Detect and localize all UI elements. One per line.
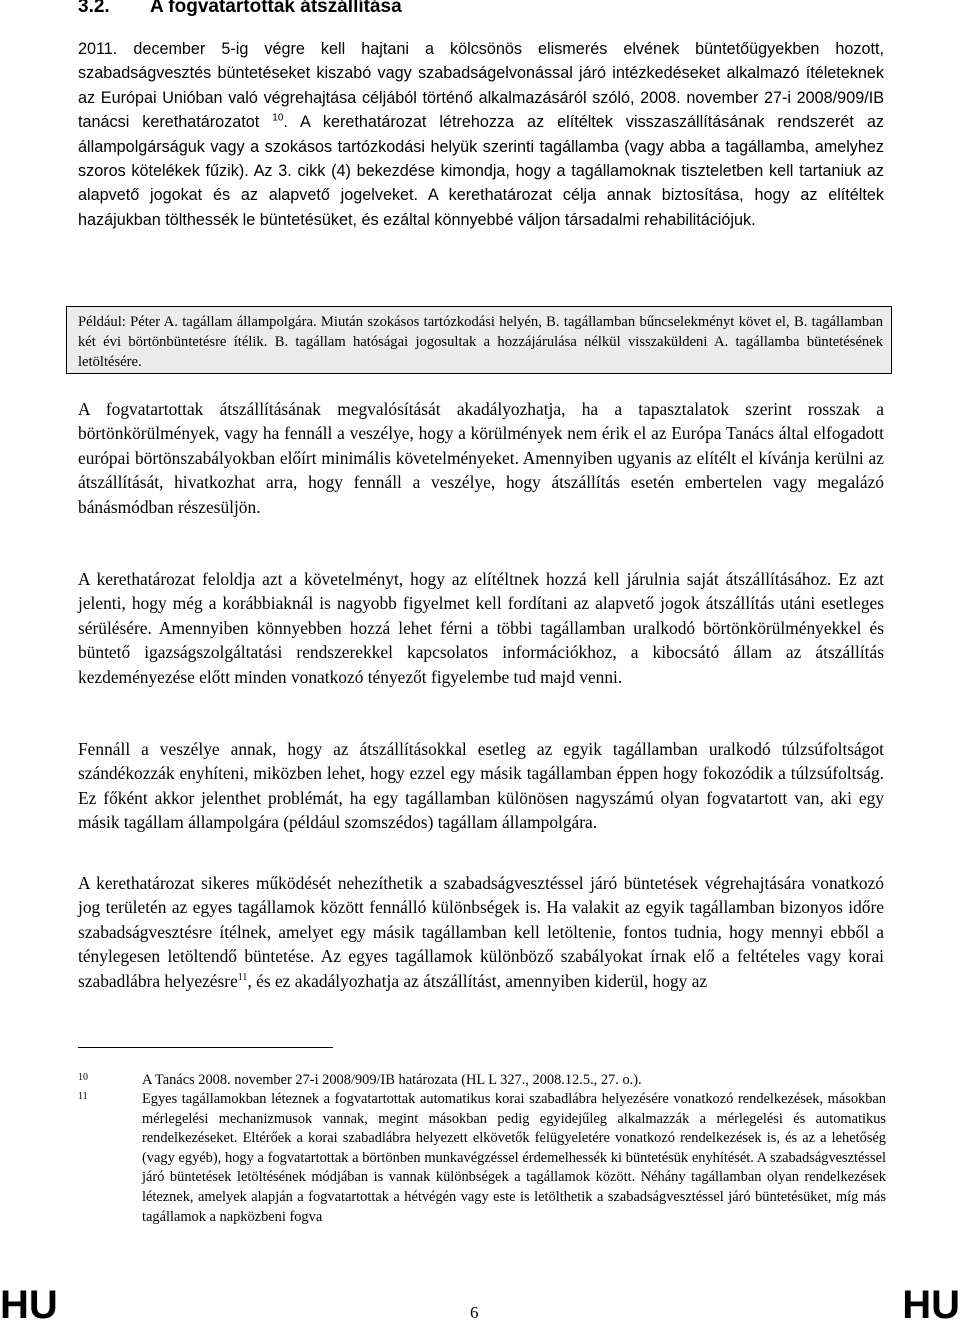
example-box: [66, 306, 892, 374]
paragraph-differences: [78, 871, 884, 993]
footnote-text: A Tanács 2008. november 27-i 2008/909/IB határozata (HL L 327., 2008.12.5., 27. o.).: [142, 1072, 642, 1088]
section-heading: [78, 0, 402, 18]
footnote-ref-11: 11: [237, 971, 248, 983]
paragraph-intro-b: . A kerethatározat létrehozza az elítéltek visszaszállításának rendszerét az állampolgárságuk vagy a szokásos tartózkodási helyük szerinti tagállamba (vagy abba a tagállamba, amelyhez szoros kötelékek fűzik). Az 3. cikk (4) bekezdése kimondja, hogy a tagállamoknak tiszteletben kell tartaniuk az alapvető jogokat és az alapvető jogelveket. A kerethatározat célja annak biztosítása, hogy az elítéltek hazájukban tölthessék le büntetésüket, és ezáltal könnyebbé váljon társadalmi rehabilitációjuk.: [78, 113, 884, 229]
section-number: 3.2.: [78, 0, 110, 17]
paragraph-differences-a: A kerethatározat sikeres működését nehezíthetik a szabadságvesztéssel járó büntetések végrehajtására vonatkozó jog területén az egyes tagállamok között fennálló különbségek is. Ha valakit az egyik tagállamban bizonyos időre szabadságvesztésre ítélnek, amelyet egy másik tagállamban kell letöltenie, fontos tudnia, hogy mennyi ebből a ténylegesen letöltendő büntetése. Az egyes tagállamok különböző szabályokat írnak elő a feltételes vagy korai szabadlábra helyezésre: [78, 873, 884, 991]
page-number: 6: [470, 1303, 479, 1322]
paragraph-differences-b: , és ez akadályozhatja az átszállítást, amennyiben kiderül, hogy az: [247, 970, 708, 991]
footnote-text: Egyes tagállamokban léteznek a fogvatartottak automatikus korai szabadlábra helyezésére vonatkozó rendelkezések, másokban mérlegelési mechanizmusok vannak, megint másokban pedig egyidejűleg alkalmazzák a mérlegelési és automatikus rendelkezéseket. Eltérőek a korai szabadlábra helyezett elkövetők felügyeletére vonatkozó rendelkezések is, és az a lehetőség (vagy egyéb), hogy a fogvatartottak a börtönben munkavégzéssel érdemelhessék ki büntetésük enyhítését. A szabadságvesztéssel járó büntetések letöltésének módjában is vannak különbségek a tagállamok között. Néhány tagállamban olyan rendelkezések léteznek, amelyek alapján a fogvatartottak a hétvégén vagy este is letölthetik a szabadságvesztéssel járó büntetésüket, míg más tagállamok a napközbeni fogva: [142, 1091, 886, 1225]
language-code-right: HU: [902, 1283, 960, 1327]
paragraph-overcrowding: Fennáll a veszélye annak, hogy az átszállításokkal esetleg az egyik tagállamban uralkodó túlzsúfoltságot szándékozzák enyhíteni, miközben lehet, hogy ezzel egy másik tagállamban éppen hogy fokozódik a túlzsúfoltság. Ez főként akkor jelenthet problémát, ha egy tagállamban különösen nagyszámú olyan fogvatartott van, aki egy másik tagállam állampolgára (például szomszédos) tagállam állampolgára.: [78, 739, 884, 833]
paragraph-intro: [78, 37, 884, 232]
language-code-left: HU: [0, 1283, 58, 1327]
paragraph-consent: A kerethatározat feloldja azt a követelményt, hogy az elítéltnek hozzá kell járulnia saját átszállításához. Ez azt jelenti, hogy még a korábbiaknál is nagyobb figyelmet kell fordítani az alapvető jogok átszállítás utáni esetleges sérülésére. Amennyiben könnyebben hozzá lehet férni a többi tagállamban uralkodó börtönkörülményekkel és büntető igazságszolgáltatási rendszerekkel kapcsolatos információkhoz, a kibocsátó állam az átszállítás kezdeményezése előtt minden vonatkozó tényezőt figyelembe tud majd venni.: [78, 569, 884, 687]
section-title: A fogvatartottak átszállítása: [150, 0, 402, 17]
footnote-ref-10: 10: [272, 112, 284, 124]
footnote-mark: 11: [78, 1091, 88, 1102]
footnote-mark: 10: [78, 1072, 88, 1083]
footnote-11: [78, 1090, 886, 1227]
footnote-10: [78, 1071, 886, 1091]
paragraph-transfer-obstacles: A fogvatartottak átszállításának megvalósítását akadályozhatja, ha a tapasztalatok szerint rosszak a börtönkörülmények, vagy ha fennáll a veszélye, hogy a körülmények nem érik el az Európa Tanács által elfogadott európai börtönszabályokban előírt minimális követelményeket. Amennyiben ugyanis az elítélt el kívánja kerülni az átszállítását, hivatkozhat arra, hogy fennáll a veszélye, hogy átszállítás esetén embertelen vagy megalázó bánásmódban részesüljön.: [78, 399, 884, 517]
footnote-separator: [78, 1047, 333, 1048]
paragraph-intro-a: 2011. december 5-ig végre kell hajtani a kölcsönös elismerés elvének büntetőügyekben hozott, szabadságvesztés büntetéseket kiszabó vagy szabadságelvonással járó intézkedéseket alkalmazó ítéleteknek az Európai Unióban való végrehajtása céljából történő alkalmazásáról szóló, 2008. november 27-i 2008/909/IB tanácsi kerethatározatot: [78, 40, 884, 132]
example-text: Például: Péter A. tagállam állampolgára. Miután szokásos tartózkodási helyén, B. tagállamban bűncselekményt követ el, B. tagállamban két évi börtönbüntetésre ítélik. B. tagállam hatóságai jogosultak a hozzájárulása nélkül visszaküldeni A. tagállamba büntetésének letöltésére.: [78, 314, 883, 371]
